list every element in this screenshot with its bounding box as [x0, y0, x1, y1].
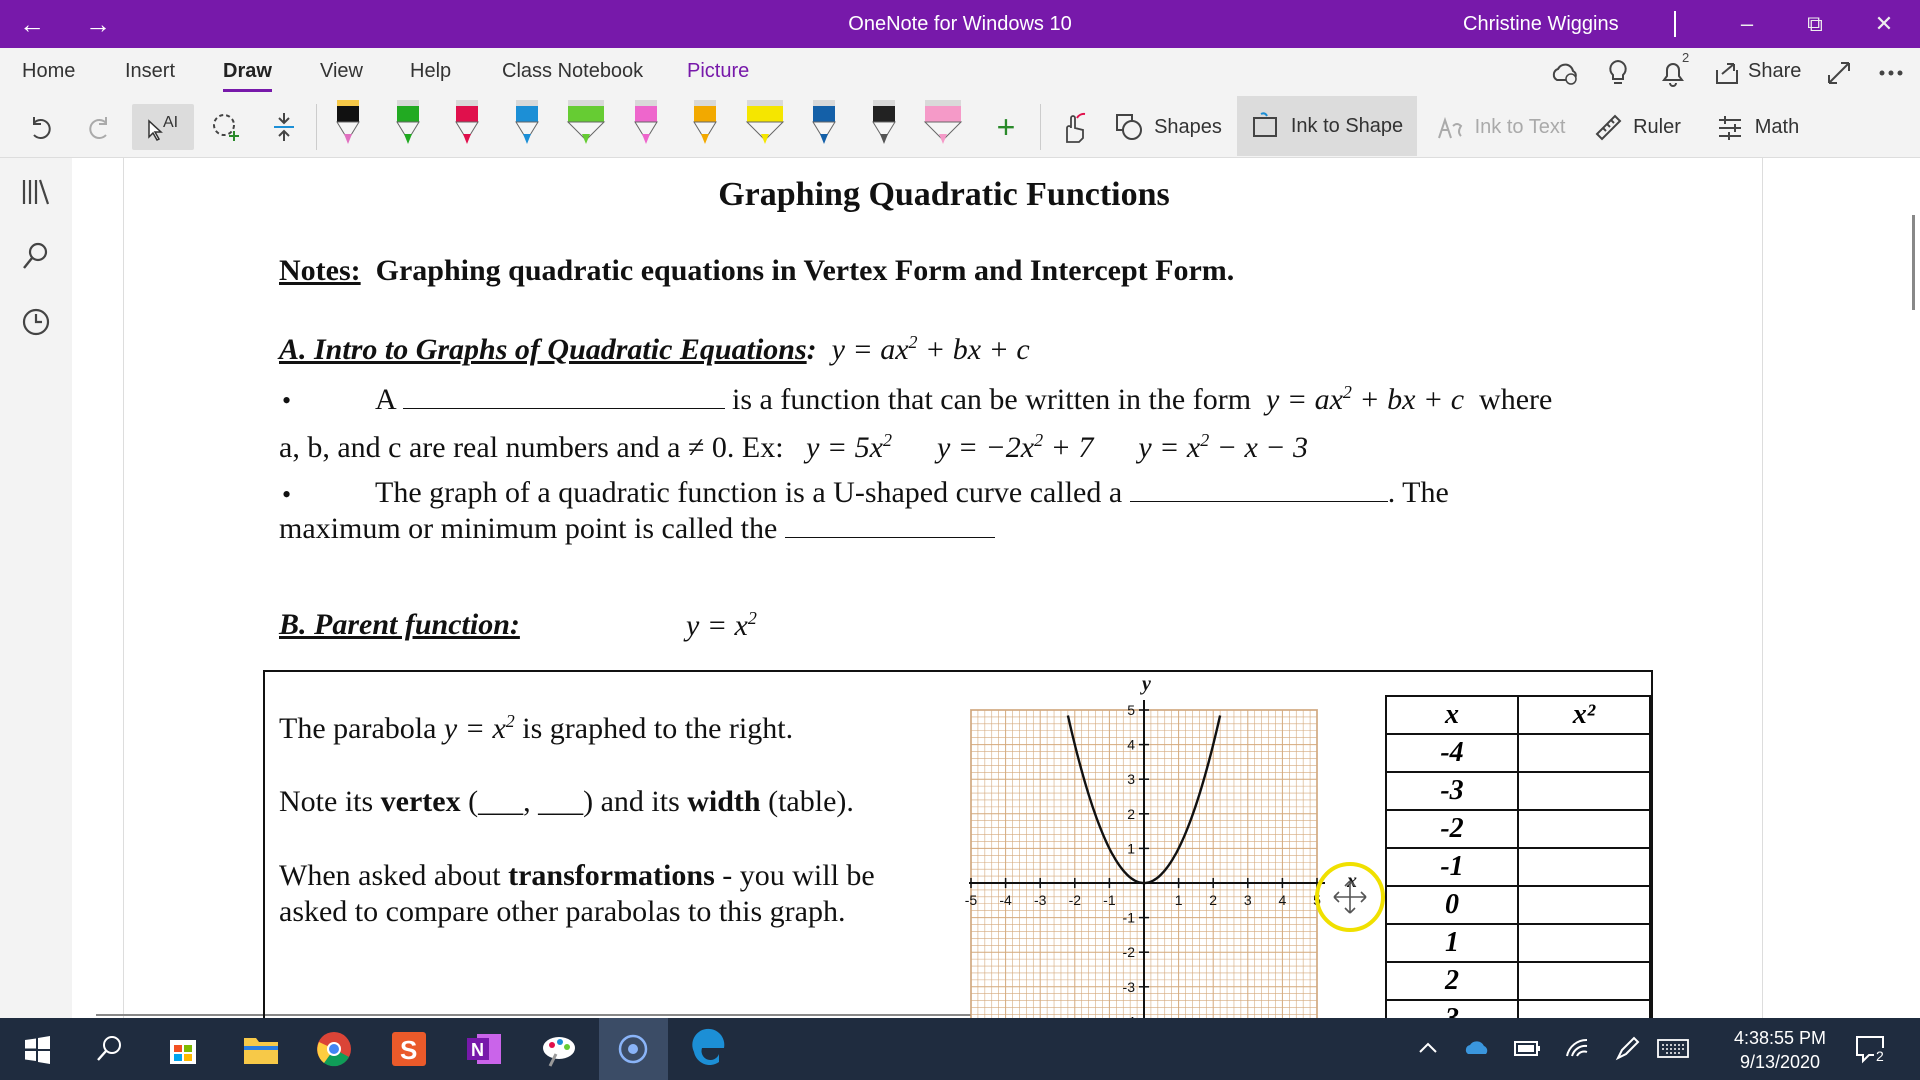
tab-home[interactable]: Home — [22, 60, 76, 82]
tab-class-notebook[interactable]: Class Notebook — [502, 60, 644, 82]
navigation-sidebar — [0, 158, 72, 1018]
pen-black-icon[interactable] — [333, 100, 363, 146]
table-row — [1386, 734, 1650, 772]
vertical-scrollbar[interactable] — [1912, 215, 1915, 310]
y-tick-label: 1 — [1127, 840, 1135, 857]
tab-view[interactable]: View — [320, 60, 363, 82]
notes-heading — [279, 254, 1234, 288]
x-squared-table — [1385, 695, 1651, 1039]
recent-notes-icon[interactable] — [20, 306, 52, 338]
x-tick-label: -2 — [1068, 892, 1082, 908]
back-icon[interactable]: ← — [19, 9, 45, 39]
action-center-count: 2 — [1876, 1048, 1884, 1064]
x-tick-label: -5 — [964, 892, 978, 908]
battery-icon[interactable] — [1512, 1036, 1542, 1060]
ruler-icon — [1593, 112, 1623, 142]
table-cell-x2[interactable] — [1518, 734, 1650, 772]
blank-field-2 — [1130, 476, 1388, 502]
pen-gray-icon[interactable] — [869, 100, 899, 146]
edge-icon[interactable] — [688, 1028, 730, 1070]
ink-to-text-icon — [1435, 112, 1465, 142]
highlighter-yellow-icon[interactable] — [743, 100, 773, 146]
add-pen-button[interactable]: + — [996, 108, 1016, 145]
table-row — [1386, 772, 1650, 810]
y-tick-label: 2 — [1127, 805, 1135, 822]
taskbar-clock[interactable] — [1700, 1026, 1860, 1074]
ink-to-shape-label: Ink to Shape — [1290, 114, 1404, 137]
pen-workspace-icon[interactable] — [1614, 1036, 1640, 1060]
section-b-equation: $y = x^2$ — [686, 608, 757, 642]
table-cell-x: -1 — [1386, 848, 1518, 886]
bullet-1-line-2: a, b, and c are real numbers and a ≠ 0. Ex: $y = 5x^2$ $y = -2x^2 + 7$ $y = x^2 - x - 3$ — [279, 430, 1309, 464]
ink-to-shape-icon — [1251, 111, 1281, 141]
notes-label: Notes: — [279, 254, 361, 287]
table-row — [1386, 924, 1650, 962]
table-cell-x: 1 — [1386, 924, 1518, 962]
close-button[interactable]: ✕ — [1874, 11, 1894, 36]
table-cell-x2[interactable] — [1518, 886, 1650, 924]
parabola-graph — [950, 665, 1370, 1018]
section-a-equation: $y = ax^2$ + bx + c — [831, 332, 1030, 366]
table-cell-x2[interactable] — [1518, 848, 1650, 886]
y-axis-label: y — [1142, 673, 1151, 695]
x-tick-label: 4 — [1278, 892, 1287, 908]
highlighter-pink-icon[interactable] — [921, 100, 951, 146]
start-icon[interactable] — [16, 1028, 58, 1070]
x-tick-label: 5 — [1313, 892, 1321, 908]
paint-app-icon[interactable] — [538, 1028, 580, 1070]
x-tick-label: 2 — [1209, 892, 1218, 908]
pen-green-icon[interactable] — [393, 100, 423, 146]
lasso-icon — [210, 111, 242, 143]
ribbon-tabs — [0, 48, 1920, 96]
wifi-icon[interactable] — [1564, 1036, 1590, 1060]
highlighter-green-icon[interactable] — [564, 100, 594, 146]
math-button[interactable] — [1712, 104, 1802, 150]
share-button[interactable]: Share — [1748, 60, 1802, 82]
x-tick-label: -1 — [1103, 892, 1116, 908]
table-header-x: x — [1386, 696, 1518, 734]
undo-icon — [26, 113, 54, 141]
tab-help[interactable]: Help — [410, 60, 452, 82]
x-tick-label: 1 — [1174, 892, 1183, 908]
forward-icon[interactable]: → — [85, 9, 111, 39]
pen-blue-icon[interactable] — [512, 100, 542, 146]
ruler-label: Ruler — [1633, 115, 1681, 138]
page-title: Graphing Quadratic Functions — [718, 176, 1170, 213]
insert-space-icon — [270, 111, 298, 143]
table-row — [1386, 886, 1650, 924]
page-edge-right — [1762, 158, 1763, 1018]
pen-orange-icon[interactable] — [690, 100, 720, 146]
undo-button[interactable] — [20, 104, 60, 150]
y-tick-label: 5 — [1127, 702, 1135, 718]
pen-pink-icon[interactable] — [631, 100, 661, 146]
move-cursor-icon — [1314, 861, 1386, 933]
table-cell-x2[interactable] — [1518, 810, 1650, 848]
store-icon[interactable] — [162, 1028, 204, 1070]
shapes-button[interactable] — [1110, 104, 1226, 150]
fullscreen-icon[interactable] — [1826, 60, 1852, 86]
x-axis-label: x — [1347, 870, 1357, 892]
table-cell-x2[interactable] — [1518, 772, 1650, 810]
page-edge-left — [123, 158, 124, 1018]
x-tick-label: -3 — [1033, 892, 1047, 908]
shapes-label: Shapes — [1154, 115, 1222, 138]
ink-to-shape-button[interactable] — [1237, 96, 1417, 156]
bullet-1: • — [282, 386, 292, 415]
window-title: OneNote for Windows 10 — [848, 13, 1072, 35]
table-cell-x2[interactable] — [1518, 924, 1650, 962]
table-row — [1386, 848, 1650, 886]
notifications-count: 2 — [1682, 50, 1690, 65]
svg-text:AI: AI — [163, 114, 179, 131]
add-space-tool[interactable] — [264, 104, 304, 150]
table-cell-x2[interactable] — [1518, 962, 1650, 1000]
tab-draw[interactable]: Draw — [223, 60, 272, 82]
y-tick-label: -3 — [1122, 978, 1135, 995]
share-icon[interactable] — [1714, 60, 1740, 86]
table-cell-x: -2 — [1386, 810, 1518, 848]
toolbar-divider — [316, 104, 317, 150]
title-bar — [0, 0, 1920, 48]
box-line-3: When asked about transformations - you will be — [279, 859, 875, 892]
notes-text: Graphing quadratic equations in Vertex Form and Intercept Form. — [375, 254, 1235, 287]
x-tick-label: -4 — [999, 892, 1012, 908]
lightbulb-icon[interactable] — [1607, 58, 1629, 88]
redo-icon — [86, 113, 114, 141]
clock-time: 4:38:55 PM — [1733, 1028, 1827, 1048]
touch-draw-icon — [1059, 110, 1089, 144]
clock-date: 9/13/2020 — [1739, 1052, 1821, 1072]
pen-red-icon[interactable] — [452, 100, 482, 146]
y-tick-label: 4 — [1127, 736, 1135, 753]
blank-field-1 — [403, 383, 725, 409]
title-separator — [1674, 11, 1676, 37]
math-icon — [1715, 112, 1745, 142]
table-row — [1386, 810, 1650, 848]
pen-dark-blue-icon[interactable] — [809, 100, 839, 146]
toolbar-divider-2 — [1040, 104, 1041, 150]
bullet-2-line-2: maximum or minimum point is called the — [279, 512, 995, 546]
box-line-2: Note its vertex (___, ___) and its width (table). — [279, 785, 854, 818]
redo-button[interactable] — [80, 104, 120, 150]
user-name[interactable]: Christine Wiggins — [1463, 13, 1619, 35]
touch-keyboard-icon[interactable] — [1656, 1036, 1690, 1060]
box-line-4: asked to compare other parabolas to this graph. — [279, 895, 846, 928]
ink-to-text-label: Ink to Text — [1474, 115, 1566, 138]
y-tick-label: -1 — [1122, 909, 1135, 926]
windows-taskbar — [0, 1018, 1920, 1080]
lasso-select-tool[interactable] — [206, 104, 246, 150]
sync-status-icon[interactable] — [1551, 60, 1579, 86]
maximize-button[interactable]: ⧉ — [1807, 11, 1823, 36]
section-a-label: A. Intro to Graphs of Quadratic Equations — [279, 333, 807, 366]
onenote-icon[interactable] — [463, 1028, 505, 1070]
taskbar-search-icon[interactable] — [88, 1028, 130, 1070]
section-a-heading — [279, 332, 1030, 367]
tab-insert[interactable]: Insert — [125, 60, 176, 82]
svg-text:S: S — [400, 1035, 418, 1065]
table-cell-x: -4 — [1386, 734, 1518, 772]
shapes-icon — [1114, 112, 1144, 142]
section-b-heading: B. Parent function: — [279, 608, 520, 641]
search-icon[interactable] — [20, 240, 52, 272]
section-a-colon: : — [806, 333, 817, 366]
svg-text:N: N — [471, 1040, 484, 1060]
bullet-1-text: A is a function that can be written in the form $y = ax^2$ + bx + c where — [375, 382, 1553, 416]
table-header-x2: x² — [1518, 696, 1650, 734]
ink-to-text-button[interactable] — [1430, 104, 1570, 150]
y-tick-label: 3 — [1127, 771, 1135, 788]
snagit-icon[interactable] — [388, 1028, 430, 1070]
minimize-button[interactable]: – — [1740, 11, 1754, 36]
ruler-button[interactable] — [1592, 104, 1682, 150]
table-cell-x: 2 — [1386, 962, 1518, 1000]
show-hidden-icons-icon[interactable] — [1416, 1036, 1440, 1060]
table-row — [1386, 962, 1650, 1000]
text-select-icon — [145, 111, 181, 143]
more-options-icon[interactable] — [1878, 68, 1904, 78]
recorder-icon[interactable] — [612, 1028, 654, 1070]
table-cell-x: -3 — [1386, 772, 1518, 810]
type-select-tool[interactable] — [132, 104, 194, 150]
bullet-2-text: The graph of a quadratic function is a U-shaped curve called a . The — [375, 476, 1449, 509]
chrome-icon[interactable] — [313, 1028, 355, 1070]
math-label: Math — [1754, 115, 1800, 138]
tab-picture[interactable]: Picture — [687, 60, 750, 82]
box-line-1: The parabola $y = x^2$ is graphed to the right. — [279, 711, 794, 745]
blank-field-3 — [785, 512, 995, 538]
touch-drawing-button[interactable] — [1054, 104, 1094, 150]
file-explorer-icon[interactable] — [240, 1028, 282, 1070]
table-cell-x: 0 — [1386, 886, 1518, 924]
x-tick-label: 3 — [1243, 892, 1252, 908]
y-tick-label: -2 — [1122, 944, 1135, 961]
bullet-2: • — [282, 480, 292, 509]
onedrive-icon[interactable] — [1462, 1036, 1492, 1060]
